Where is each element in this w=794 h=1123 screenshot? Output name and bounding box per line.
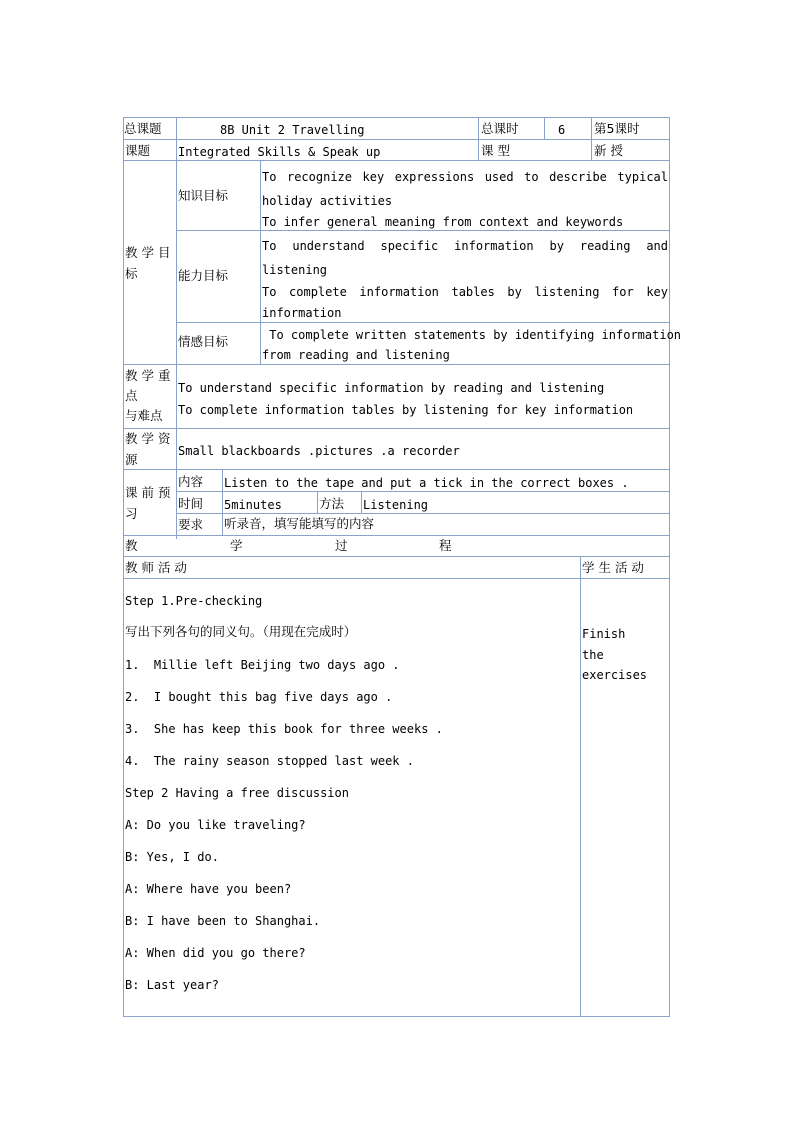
topic-label: 课题 — [125, 143, 151, 158]
preview-content-value: Listen to the tape and put a tick in the correct boxes . — [224, 476, 629, 490]
teacher-line: B: Yes, I do. — [125, 850, 219, 864]
student-activity-header: 学 生 活 动 — [582, 560, 644, 575]
teacher-line: 4. The rainy season stopped last week . — [125, 754, 414, 768]
course-label: 总课题 — [124, 121, 162, 136]
key-points-label: 教 学 重 — [125, 368, 171, 383]
objectives-label-cont: 标 — [125, 266, 138, 281]
lesson-type-label: 课 型 — [481, 143, 510, 158]
knowledge-text-line: holiday activities — [262, 194, 393, 208]
preview-method-label: 方法 — [319, 496, 345, 511]
ability-label: 能力目标 — [178, 268, 229, 283]
teacher-activity-header: 教 师 活 动 — [125, 560, 187, 575]
teacher-line: Step 1.Pre-checking — [125, 594, 263, 608]
teacher-line: B: I have been to Shanghai. — [125, 914, 321, 928]
resources-label: 教 学 资 — [125, 431, 171, 446]
ability-text-line: To complete information tables by listening for key — [262, 285, 668, 299]
teacher-line: B: Last year? — [125, 978, 219, 992]
student-line: Finish — [582, 627, 626, 641]
knowledge-label: 知识目标 — [178, 188, 229, 203]
process-title-char: 过 — [335, 538, 348, 553]
objectives-label: 教 学 目 — [125, 245, 171, 260]
key-points-label-cont: 与难点 — [125, 408, 163, 423]
total-hours-value: 6 — [558, 123, 566, 137]
knowledge-text-line: To infer general meaning from context and keywords — [262, 215, 624, 229]
student-line: exercises — [582, 668, 648, 682]
ability-text-line: To understand specific information by reading and — [262, 239, 668, 253]
emotion-text-line: from reading and listening — [262, 348, 450, 362]
teacher-line: 写出下列各句的同义句。（用现在完成时） — [125, 624, 357, 639]
total-hours-label: 总课时 — [481, 121, 519, 136]
resources-label-cont: 源 — [125, 452, 138, 467]
process-title-char: 教 — [125, 538, 138, 553]
teacher-line: 1. Millie left Beijing two days ago . — [125, 658, 400, 672]
process-title-char: 学 — [230, 538, 243, 553]
preview-time-value: 5minutes — [224, 498, 282, 512]
key-points-label-cont: 点 — [125, 388, 138, 403]
ability-text-line: information — [262, 306, 342, 320]
preview-time-label: 时间 — [178, 496, 204, 511]
emotion-label: 情感目标 — [178, 334, 229, 349]
student-line: the — [582, 648, 604, 662]
lesson-type-value: 新 授 — [594, 143, 623, 158]
resources-value: Small blackboards .pictures .a recorder — [178, 444, 460, 458]
preview-content-label: 内容 — [178, 474, 204, 489]
lesson-number: 第5课时 — [594, 121, 640, 136]
topic-value: Integrated Skills & Speak up — [178, 145, 381, 159]
preview-label: 课 前 预 — [125, 485, 171, 500]
course-value: 8B Unit 2 Travelling — [220, 123, 365, 137]
teacher-line: Step 2 Having a free discussion — [125, 786, 349, 800]
preview-requirement-label: 要求 — [178, 517, 204, 532]
teacher-line: 2. I bought this bag five days ago . — [125, 690, 393, 704]
teacher-line: A: When did you go there? — [125, 946, 306, 960]
knowledge-text-line: To recognize key expressions used to describe typical — [262, 170, 668, 184]
key-point-line: To complete information tables by listening for key information — [178, 403, 634, 417]
key-point-line: To understand specific information by reading and listening — [178, 381, 605, 395]
preview-method-value: Listening — [363, 498, 429, 512]
teacher-line: 3. She has keep this book for three weeks . — [125, 722, 443, 736]
teacher-line: A: Where have you been? — [125, 882, 292, 896]
teacher-line: A: Do you like traveling? — [125, 818, 306, 832]
preview-requirement-value: 听录音，填写能填写的内容 — [224, 516, 375, 531]
preview-label-cont: 习 — [125, 506, 138, 521]
emotion-text-line: To complete written statements by identifying information — [262, 328, 682, 342]
process-title-char: 程 — [439, 538, 452, 553]
ability-text-line: listening — [262, 263, 328, 277]
